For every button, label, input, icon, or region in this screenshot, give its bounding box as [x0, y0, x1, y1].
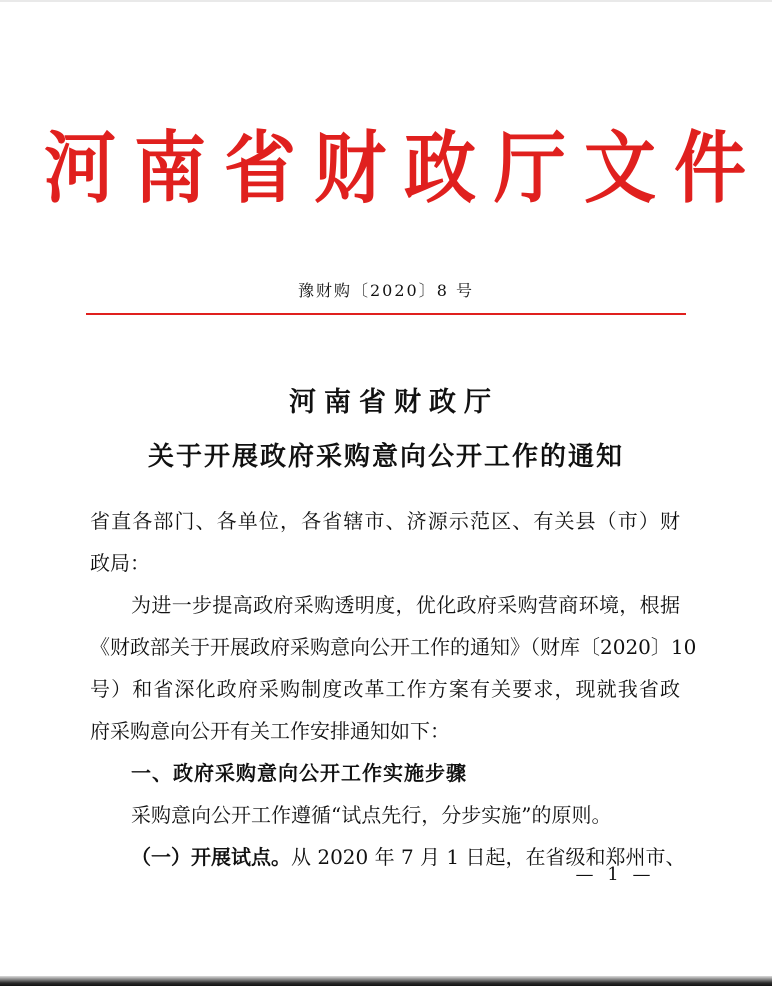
section-1-heading: 一、政府采购意向公开工作实施步骤: [131, 761, 467, 785]
red-separator-line: [86, 313, 686, 315]
page-number: — 1 —: [575, 864, 655, 885]
document-title: 关于开展政府采购意向公开工作的通知: [147, 442, 624, 472]
document-masthead: 河南省财政厅文件: [43, 121, 764, 214]
paragraph-1-line-4: 府采购意向公开有关工作安排通知如下：: [90, 719, 450, 743]
recipients-line-2: 政局：: [90, 551, 150, 575]
paragraph-1-line-3: 号）和省深化政府采购制度改革工作方案有关要求，现就我省政: [90, 677, 680, 701]
page-top-edge: [0, 0, 772, 2]
recipients-line-1: 省直各部门、各单位，各省辖市、济源示范区、有关县（市）财: [90, 509, 680, 533]
item-1-text: 从 2020 年 7 月 1 日起，在省级和郑州市、: [291, 845, 686, 869]
paragraph-1-line-1: 为进一步提高政府采购透明度，优化政府采购营商环境，根据: [131, 593, 680, 617]
section-1-paragraph: 采购意向公开工作遵循“试点先行，分步实施”的原则。: [131, 803, 612, 827]
page-bottom-edge: [0, 976, 772, 986]
document-number: 豫财购〔2020〕8 号: [298, 281, 474, 300]
paragraph-1-line-2: 《财政部关于开展政府采购意向公开工作的通知》（财库〔2020〕10: [90, 635, 697, 659]
item-1-lead: （一）开展试点。: [131, 845, 291, 869]
issuer-title: 河南省财政厅: [289, 387, 499, 418]
